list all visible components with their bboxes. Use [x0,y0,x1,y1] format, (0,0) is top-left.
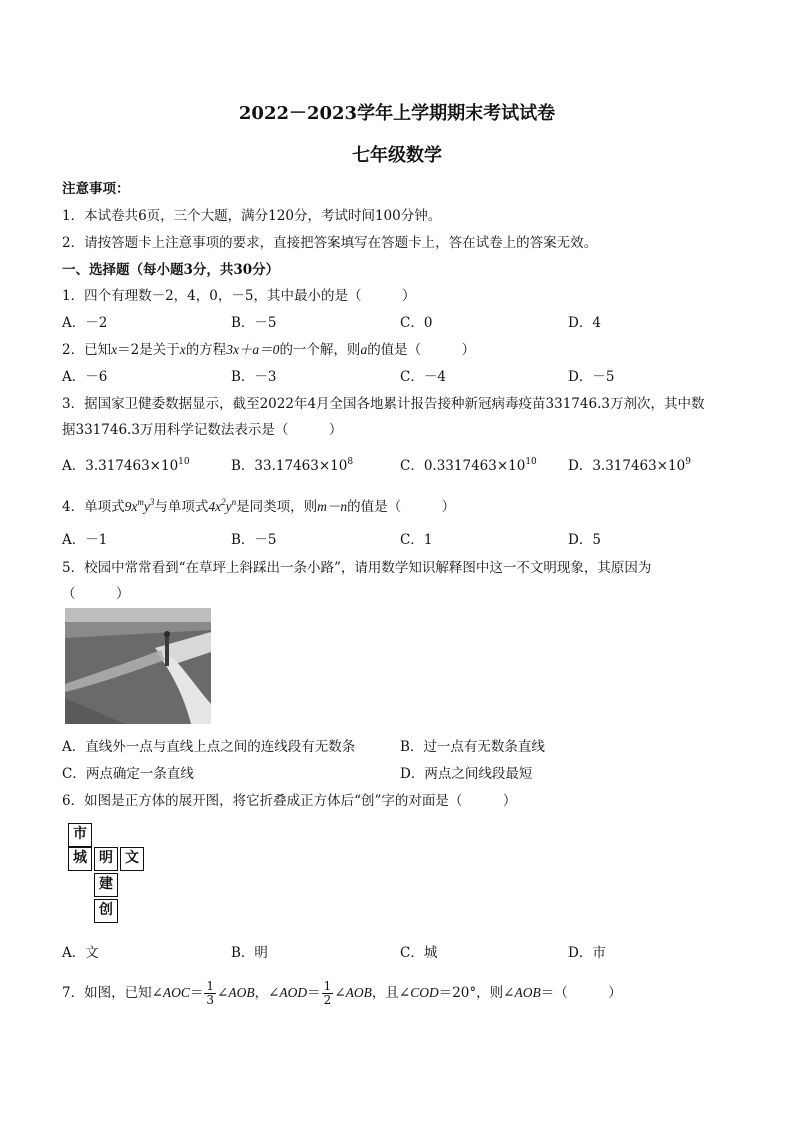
cube-net-diagram [66,821,148,925]
q4-monomial-2: $4x^2y^n$ [208,497,237,514]
question-3-option-a [62,454,190,474]
net-cell-wen: 文 [120,847,144,871]
question-1-option-a: A．－2 [62,315,108,331]
q4-text: 是同类项，则 [236,499,318,515]
question-5-option-d: D．两点之间线段最短 [400,766,533,782]
q7-text: ∠ [217,985,229,1001]
q3-a-exp: 10 [178,457,190,467]
exam-title: 2022－2023学年上学期期末考试试卷 [238,103,556,124]
notice-heading: 注意事项： [62,181,130,197]
q7-angle-cod: COD [410,985,439,1000]
q7-equals: ＝ [189,985,204,1001]
q2-var-x: x [179,342,186,357]
q7-fraction-one-half: $\frac{1}{2}$ [323,979,332,1007]
question-7-stem [62,978,622,1008]
question-6-option-c: C．城 [400,945,438,961]
q4-text: 与单项式 [154,499,209,515]
notice-item-2: 2．请按答题卡上注意事项的要求，直接把答案填写在答题卡上，答在试卷上的答案无效。 [62,235,598,251]
q2-text: 的方程 [185,342,227,358]
q3-c-text: C．0.3317463×10 [400,458,526,474]
q2-var-a: a [360,342,368,357]
question-4-option-d: D．5 [568,532,601,548]
q3-b-exp: 8 [347,457,354,467]
q3-c-exp: 10 [525,457,537,467]
question-2-option-a: A．－6 [62,369,108,385]
question-2-stem [62,338,475,358]
q3-d-exp: 9 [685,457,691,467]
lawn-path-photo [65,608,211,724]
question-4-option-a: A．－1 [62,532,108,548]
q7-equals: ＝ [307,985,321,1001]
q4-monomial-1: $9x^my^3$ [124,497,155,514]
q7-text: ＝（ ） [540,985,622,1001]
q7-angle-aob: AOB [228,985,255,1000]
q7-angle-aoc: AOC [162,985,190,1000]
net-cell-shi: 市 [68,823,92,847]
question-6-stem: 6．如图是正方体的展开图，将它折叠成正方体后“创”字的对面是（ ） [62,793,517,809]
net-cell-chuang: 创 [94,899,118,923]
q4-text: 的值是（ ） [347,499,456,515]
question-6-option-d: D．市 [568,945,606,961]
question-1-stem: 1．四个有理数－2，4，0，－5，其中最小的是（ ） [62,288,416,304]
question-5-option-c: C．两点确定一条直线 [62,766,194,782]
question-3-option-c [400,454,537,474]
question-2-option-d: D．－5 [568,369,615,385]
q7-text: ，∠ [254,985,280,1001]
q7-text: ，且∠ [371,985,411,1001]
question-5-option-a: A．直线外一点与直线上点之间的连线段有无数条 [62,739,356,755]
net-cell-cheng: 城 [68,847,92,871]
q4-text: 4．单项式 [62,499,125,515]
question-6-option-a: A．文 [62,945,99,961]
question-3-line-2: 据331746.3万用科学记数法表示是（ ） [62,422,343,438]
q2-var-x: x [111,342,118,357]
q4-expression: m－n [317,499,348,514]
q7-text: 7．如图，已知∠ [62,985,163,1001]
question-1-option-c: C．0 [400,315,433,331]
q7-angle-aob: AOB [514,985,541,1000]
question-3-option-d [568,454,691,474]
q3-d-text: D．3.317463×10 [568,458,686,474]
q2-text: 2．已知 [62,342,112,358]
question-1-option-d: D．4 [568,315,601,331]
q3-b-text: B．33.17463×10 [231,458,348,474]
question-4-option-c: C．1 [400,532,433,548]
exam-subtitle: 七年级数学 [352,145,442,166]
question-2-option-b: B．－3 [231,369,277,385]
q2-equation: 3x＋a＝0 [226,342,280,357]
q7-fraction-one-third: $\frac{1}{3}$ [206,979,215,1007]
question-5-line-2: （ ） [62,586,130,602]
q7-text: ∠ [334,985,346,1001]
question-3-line-1: 3．据国家卫健委数据显示，截至2022年4月全国各地累计报告接种新冠病毒疫苗331746.3万剂次，其中数 [62,396,705,412]
question-4-stem [62,495,455,515]
question-5-option-b: B．过一点有无数条直线 [400,739,545,755]
notice-item-1: 1．本试卷共6页，三个大题，满分120分，考试时间100分钟。 [62,208,442,224]
section-heading: 一、选择题（每小题3分，共30分） [62,262,280,278]
q2-text: 的值是（ ） [367,342,476,358]
q2-text: 的一个解，则 [279,342,361,358]
net-cell-jian: 建 [94,873,118,897]
question-3-option-b [231,454,353,474]
q7-angle-aod: AOD [279,985,308,1000]
question-5-line-1: 5．校园中常常看到“在草坪上斜踩出一条小路”，请用数学知识解释图中这一不文明现象，其原因为 [62,560,652,576]
q3-a-text: A．3.317463×10 [62,458,179,474]
net-cell-ming: 明 [94,847,118,871]
question-6-option-b: B．明 [231,945,268,961]
q2-text: ＝2是关于 [117,342,180,358]
question-1-option-b: B．－5 [231,315,277,331]
q7-angle-aob: AOB [345,985,372,1000]
q7-text: ＝20°，则∠ [438,985,515,1001]
question-2-option-c: C．－4 [400,369,446,385]
question-4-option-b: B．－5 [231,532,277,548]
